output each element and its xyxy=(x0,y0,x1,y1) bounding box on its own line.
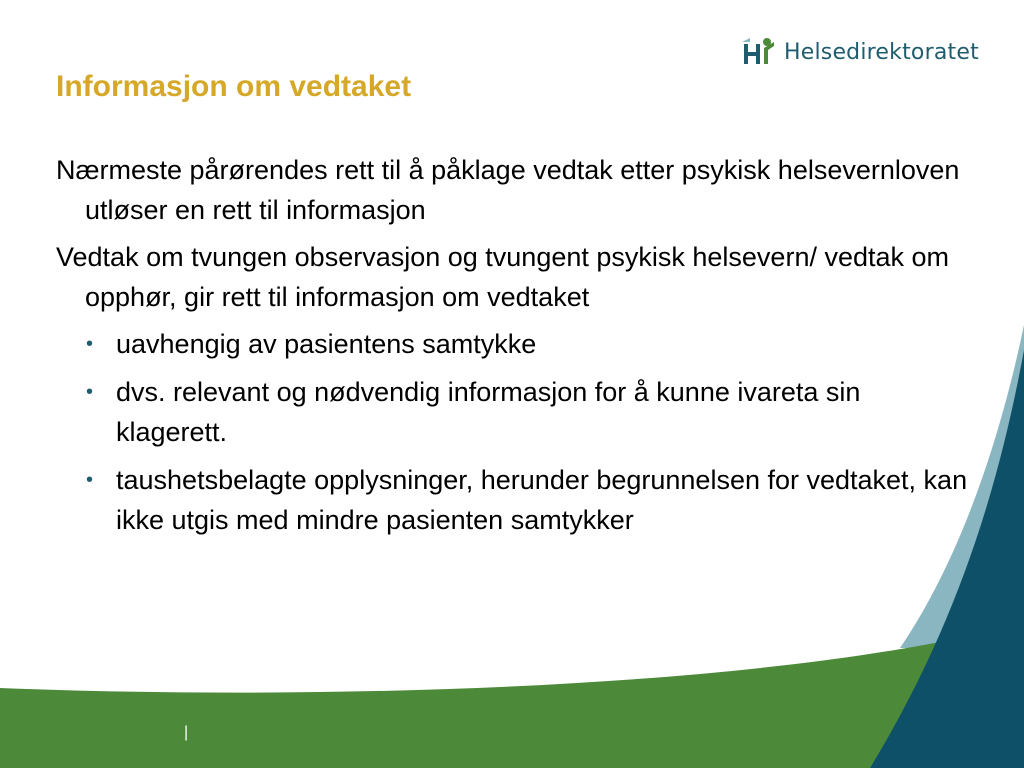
bullet-item xyxy=(56,324,976,364)
paragraph: Nærmeste pårørendes rett til å påklage vedtak etter psykisk helsevernloven utløser en rett til informasjon xyxy=(56,155,960,225)
bullet-text: dvs. relevant og nødvendig informasjon for å kunne ivareta sin klagerett. xyxy=(116,377,861,447)
green-band xyxy=(0,640,950,768)
bullet-icon: • xyxy=(86,469,94,491)
bullet-icon: • xyxy=(86,333,94,355)
helsedirektoratet-logo-icon xyxy=(742,36,776,68)
bullet-text: uavhengig av pasientens samtykke xyxy=(116,329,537,359)
bullet-text: taushetsbelagte opplysninger, herunder begrunnelsen for vedtaket, kan ikke utgis med mindre pasienten samtykker xyxy=(116,465,968,535)
logo xyxy=(742,34,979,70)
bullet-icon: • xyxy=(86,381,94,403)
bullet-item xyxy=(56,372,976,452)
slide-title: Informasjon om vedtaket xyxy=(56,70,412,103)
slide-content xyxy=(56,150,976,548)
paragraph: Vedtak om tvungen observasjon og tvungent psykisk helsevern/ vedtak om opphør, gir rett til informasjon om vedtaket xyxy=(56,242,950,312)
footer-separator: | xyxy=(184,724,189,741)
logo-text: Helsedirektoratet xyxy=(784,39,979,65)
bullet-list xyxy=(56,324,976,540)
bullet-item xyxy=(56,460,976,540)
